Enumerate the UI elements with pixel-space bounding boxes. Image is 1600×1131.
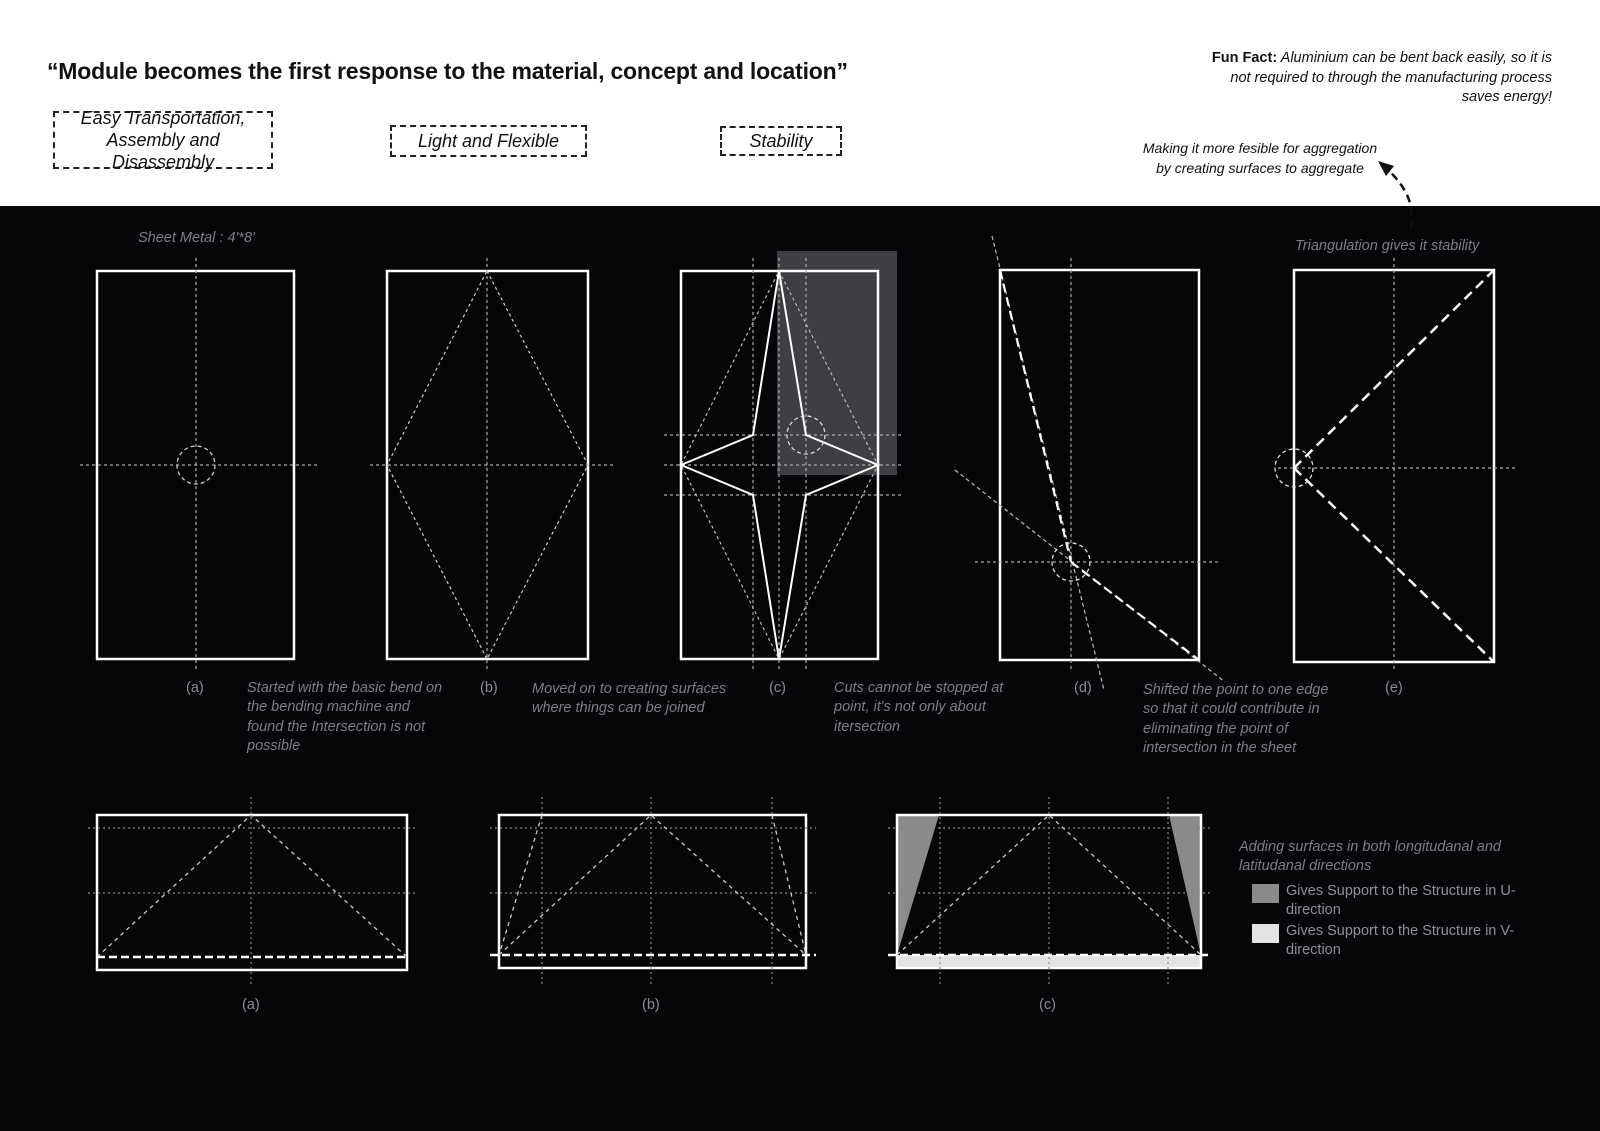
module-bottom-b xyxy=(490,797,816,986)
aggregation-arrow xyxy=(1386,168,1412,228)
bottom-label-c: (c) xyxy=(1039,997,1056,1013)
v-support-strip xyxy=(897,955,1201,968)
module-label-a: (a) xyxy=(186,680,204,696)
triangle-fold xyxy=(97,815,407,957)
module-e xyxy=(1275,258,1517,672)
legend-v-direction xyxy=(1252,922,1536,960)
module-label-d: (d) xyxy=(1074,680,1092,696)
cut-line-2 xyxy=(1071,562,1199,660)
fun-fact-text: Aluminium can be bent back easily, so it is not required to through the manufacturing process saves energy! xyxy=(1230,50,1552,105)
module-a xyxy=(80,258,320,672)
legend-u-direction xyxy=(1252,882,1536,920)
caption-c: Cuts cannot be stopped at point, it's not only about itersection xyxy=(834,680,1004,735)
caption-d: Shifted the point to one edge so that it could contribute in eliminating the point of intersection in the sheet xyxy=(1143,682,1329,756)
bottom-label-a: (a) xyxy=(242,997,260,1013)
legend-swatch-u xyxy=(1252,884,1279,903)
tag-light-flexible: Light and Flexible xyxy=(390,125,587,157)
legend-swatch-v xyxy=(1252,924,1279,943)
module-c xyxy=(664,251,904,672)
caption-b: Moved on to creating surfaces where things can be joined xyxy=(532,681,727,717)
u-support-right xyxy=(1169,815,1201,955)
u-support-left xyxy=(897,815,939,955)
side-fold-right xyxy=(772,815,806,955)
module-bottom-c xyxy=(888,797,1210,986)
triangulation-note: Triangulation gives it stability xyxy=(1295,238,1480,254)
sheet-outline xyxy=(1294,270,1494,662)
module-label-e: (e) xyxy=(1385,680,1403,696)
legend-text-v: Gives Support to the Structure in V- direction xyxy=(1286,923,1515,958)
sheet-outline xyxy=(1000,270,1199,660)
surfaces-note: Adding surfaces in both longitudanal and latitudanal directions xyxy=(1239,839,1501,875)
page-title: “Module becomes the first response to the material, concept and location” xyxy=(47,58,848,84)
legend-text-u: Gives Support to the Structure in U- direction xyxy=(1286,883,1516,918)
module-bottom-a xyxy=(88,797,416,986)
tag-transportation: Easy Transportation, Assembly and Disassembly xyxy=(53,111,273,169)
cut-line-1 xyxy=(1000,270,1071,562)
module-label-b: (b) xyxy=(480,680,498,696)
arrow-head-icon xyxy=(1378,161,1394,176)
sheet-outline xyxy=(499,815,806,968)
triangle-fold xyxy=(499,815,806,955)
bottom-label-b: (b) xyxy=(642,997,660,1013)
module-b xyxy=(370,258,614,672)
side-fold-left xyxy=(499,815,542,955)
tag-stability: Stability xyxy=(720,126,842,156)
module-d xyxy=(955,236,1225,690)
caption-a: Started with the basic bend on the bending machine and found the Intersection is not possible xyxy=(247,680,443,754)
fun-fact-label: Fun Fact: xyxy=(1211,50,1278,66)
sheet-metal-label: Sheet Metal : 4'*8' xyxy=(138,230,255,246)
aggregation-note: Making it more fesible for aggregation by creating surfaces to aggregate xyxy=(1142,140,1378,176)
module-label-c: (c) xyxy=(769,680,786,696)
